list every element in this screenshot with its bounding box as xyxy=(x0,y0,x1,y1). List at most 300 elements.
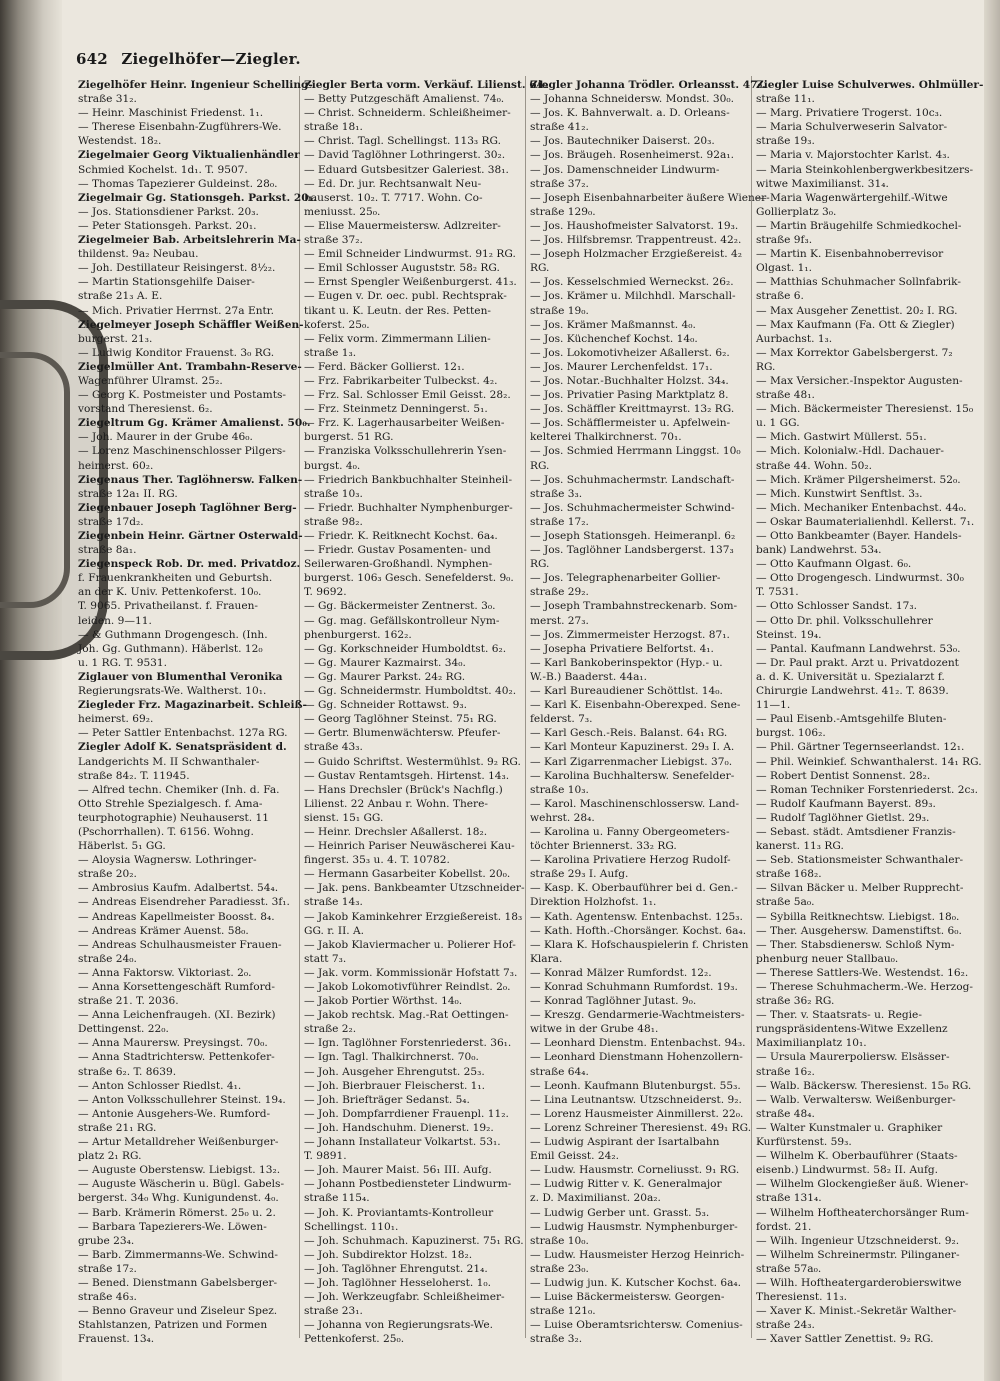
directory-entry xyxy=(756,304,984,318)
entry-line: tikant u. K. Leutn. der Res. Petten- xyxy=(304,304,491,317)
entry-line: Frauenst. 13₄. xyxy=(78,1333,155,1346)
entry-line: Regierungsrats-We. Waltherst. 10₁. xyxy=(78,685,267,698)
entry-line: — Heinr. Drechsler Aßallerst. 18₂. xyxy=(304,825,488,838)
directory-entry xyxy=(530,769,748,797)
entry-line: Ziegelmaier Georg Viktualienhändler xyxy=(78,149,300,162)
entry-line: — Hermann Gasarbeiter Kobellst. 20₀. xyxy=(304,868,511,881)
directory-entry xyxy=(530,684,748,698)
directory-entry xyxy=(304,332,522,360)
directory-entry xyxy=(530,726,748,740)
directory-entry xyxy=(530,374,748,388)
entry-line: — Friedr. Gustav Posamenten- und xyxy=(304,544,491,557)
directory-entry xyxy=(304,219,522,247)
directory-entry xyxy=(530,994,748,1008)
entry-line: — Jos. Damenschneider Lindwurm- xyxy=(530,163,720,176)
entry-line: RG. xyxy=(530,459,550,472)
entry-line: — Jakob Lokomotivführer Reindlst. 2₀. xyxy=(304,981,511,993)
entry-line: — Aloysia Wagnersw. Lothringer- xyxy=(78,854,257,867)
entry-line: Ziegler Luise Schulverwes. Ohlmüller- xyxy=(756,79,984,91)
directory-entry xyxy=(530,233,748,247)
entry-line: straße 6₂. T. 8639. xyxy=(78,1065,177,1078)
directory-entry xyxy=(78,1248,296,1276)
entry-line: (Pschorrhallen). T. 6156. Wohng. xyxy=(78,825,254,838)
directory-entry xyxy=(304,1234,522,1248)
entry-line: — Peter Stationsgeh. Parkst. 20₁. xyxy=(78,219,257,232)
directory-entry xyxy=(530,1093,748,1107)
entry-line: — Wilhelm Schreinermstr. Pilinganer- xyxy=(756,1248,960,1261)
entry-line: Chirurgie Landwehrst. 41₂. T. 8639. xyxy=(756,685,949,698)
directory-entry xyxy=(304,289,522,331)
directory-entry xyxy=(304,1065,522,1079)
directory-entry xyxy=(304,656,522,670)
directory-entry xyxy=(304,134,522,148)
directory-entry xyxy=(304,1177,522,1205)
entry-line: — Barb. Zimmermanns-We. Schwind- xyxy=(78,1248,278,1261)
entry-line: Ziegenaus Ther. Taglöhnersw. Falken- xyxy=(78,473,303,486)
page-number: 642 xyxy=(76,50,108,68)
entry-line: straße 168₂. xyxy=(756,868,822,881)
directory-entry xyxy=(756,275,984,303)
directory-entry xyxy=(756,318,984,346)
directory-entry xyxy=(304,642,522,656)
entry-line: — Jos. Krämer Maßmannst. 4₀. xyxy=(530,318,696,331)
entry-line: fingerst. 35₃ u. 4. T. 10782. xyxy=(304,854,450,867)
directory-entry xyxy=(530,92,748,106)
directory-entry xyxy=(78,1135,296,1163)
entry-line: Maximilianplatz 10₁. xyxy=(756,1037,867,1050)
directory-entry xyxy=(756,1234,984,1248)
directory-entry xyxy=(756,247,984,275)
entry-line: straße 14₃. xyxy=(304,896,363,909)
entry-line: — Jos. Stationsdiener Parkst. 20₃. xyxy=(78,205,259,218)
entry-line: — Anna Stadtrichtersw. Pettenkofer- xyxy=(78,1051,275,1064)
directory-entry xyxy=(530,698,748,726)
page-header xyxy=(76,50,301,68)
entry-line: — Kreszg. Gendarmerie-Wachtmeisters- xyxy=(530,1009,745,1022)
entry-line: — Gustav Rentamtsgeh. Hirtenst. 14₃. xyxy=(304,769,510,782)
entry-line: — Joh. Handschuhm. Dienerst. 19₂. xyxy=(304,1121,494,1134)
directory-entry xyxy=(756,1008,984,1050)
entry-line: — Wilhelm Glockengießer äuß. Wiener- xyxy=(756,1178,969,1191)
entry-line: — Jos. Schuhmachermstr. Landschaft- xyxy=(530,473,735,486)
entry-line: straße 98₂. xyxy=(304,515,363,528)
entry-line: — Jakob Kaminkehrer Erzgießereist. 18₃ xyxy=(304,910,523,923)
entry-line: — Xaver K. Minist.-Sekretär Walther- xyxy=(756,1305,957,1318)
directory-entry xyxy=(304,1248,522,1262)
directory-entry xyxy=(530,1135,748,1163)
directory-entry xyxy=(78,177,296,191)
directory-entry xyxy=(756,599,984,613)
directory-entry xyxy=(530,1008,748,1036)
entry-line: f. Frauenkrankheiten und Geburtsh. xyxy=(78,572,273,585)
entry-line: — Artur Metalldreher Weißenburger- xyxy=(78,1136,279,1149)
entry-line: — Frz. Fabrikarbeiter Tulbeckst. 4₂. xyxy=(304,374,498,387)
directory-entry xyxy=(756,191,984,219)
entry-line: — Gg. Schneidermstr. Humboldtst. 40₂. xyxy=(304,685,517,698)
directory-entry xyxy=(78,473,303,501)
entry-line: — Friedr. Buchhalter Nymphenburger- xyxy=(304,501,513,514)
entry-line: — Dr. Paul prakt. Arzt u. Privatdozent xyxy=(756,656,959,669)
entry-line: straße 10₀. xyxy=(530,1234,589,1247)
directory-entry xyxy=(304,92,522,106)
entry-line: straße 46₃. xyxy=(78,1291,137,1304)
directory-entry xyxy=(78,910,296,924)
entry-line: straße 84₂. T. 11945. xyxy=(78,769,190,782)
entry-line: straße 17₂. xyxy=(530,515,589,528)
entry-line: Olgast. 1₁. xyxy=(756,262,812,275)
entry-line: Pettenkoferst. 25₀. xyxy=(304,1333,405,1346)
directory-entry xyxy=(304,839,522,867)
entry-line: — Josepha Privatiere Belfortst. 4₁. xyxy=(530,642,714,655)
entry-line: Dettingenst. 22₀. xyxy=(78,1023,169,1036)
directory-entry xyxy=(530,134,748,148)
directory-entry xyxy=(304,1318,522,1346)
entry-line: RG. xyxy=(756,360,776,373)
entry-line: — Joseph Eisenbahnarbeiter äußere Wiener- xyxy=(530,191,770,204)
entry-line: straße 29₂. xyxy=(530,586,589,599)
entry-line: T. 9891. xyxy=(304,1150,347,1163)
directory-entry xyxy=(78,895,296,909)
entry-line: — Alfred techn. Chemiker (Inh. d. Fa. xyxy=(78,783,280,796)
entry-line: — Karl Bureaudiener Schöttlst. 14₀. xyxy=(530,685,723,698)
directory-entry xyxy=(530,332,748,346)
directory-entry xyxy=(304,1093,522,1107)
directory-entry xyxy=(530,1079,748,1093)
entry-line: — & Guthmann Drogengesch. (Inh. xyxy=(78,628,268,641)
entry-line: RG. xyxy=(530,262,550,275)
entry-line: — Matthias Schuhmacher Sollnfabrik- xyxy=(756,276,961,289)
directory-entry xyxy=(756,656,984,698)
entry-line: — Ther. Stabsdienersw. Schloß Nym- xyxy=(756,938,955,951)
entry-line: — Silvan Bäcker u. Melber Rupprecht- xyxy=(756,882,964,895)
entry-line: — Anton Volksschullehrer Steinst. 19₄. xyxy=(78,1093,286,1106)
directory-column-1 xyxy=(78,78,317,1346)
entry-line: — Karl K. Eisenbahn-Oberexped. Sene- xyxy=(530,699,741,712)
directory-entry xyxy=(530,966,748,980)
directory-entry xyxy=(530,543,748,571)
entry-line: — Christ. Tagl. Schellingst. 113₃ RG. xyxy=(304,135,501,148)
entry-line: — Anna Korsettengeschäft Rumford- xyxy=(78,981,275,993)
entry-line: RG. xyxy=(530,558,550,571)
entry-line: straße 5a₀. xyxy=(756,896,815,909)
directory-entry xyxy=(304,402,522,416)
entry-line: straße 29₃ I. Aufg. xyxy=(530,868,629,881)
entry-line: — Max Ausgeher Zenettist. 20₂ I. RG. xyxy=(756,304,958,317)
entry-line: fordst. 21. xyxy=(756,1220,812,1233)
entry-line: — Frz. Steinmetz Denningerst. 5₁. xyxy=(304,403,488,416)
entry-line: — Betty Putzgeschäft Amalienst. 74₀. xyxy=(304,93,505,106)
directory-entry xyxy=(78,1304,296,1346)
entry-line: — Karl Gesch.-Reis. Balanst. 64₁ RG. xyxy=(530,727,728,740)
entry-line: — Joseph Holzmacher Erzgießereist. 4₂ xyxy=(530,248,742,261)
entry-line: — Phil. Weinkief. Schwanthalerst. 14₁ RG. xyxy=(756,755,982,768)
entry-line: straße 19₃. xyxy=(756,135,815,148)
entry-line: — Auguste Wäscherin u. Bügl. Gabels- xyxy=(78,1178,285,1191)
entry-line: — Jos. Notar.-Buchhalter Holzst. 34₄. xyxy=(530,374,729,387)
entry-line: — Ambrosius Kaufm. Adalbertst. 54₄. xyxy=(78,882,279,895)
directory-entry xyxy=(78,529,303,557)
entry-line: — Anton Schlosser Riedlst. 4₁. xyxy=(78,1079,242,1092)
directory-entry xyxy=(78,1177,296,1205)
directory-entry xyxy=(78,261,296,275)
entry-line: — Ursula Maurerpoliersw. Elsässer- xyxy=(756,1051,950,1064)
entry-line: — Gg. Schneider Rottawst. 9₃. xyxy=(304,699,467,712)
entry-line: straße 6. xyxy=(756,290,804,303)
directory-entry xyxy=(78,275,296,303)
directory-entry xyxy=(756,881,984,909)
entry-line: — Ludwig Konditor Frauenst. 3₀ RG. xyxy=(78,346,275,359)
entry-line: Direktion Holzhofst. 1₁. xyxy=(530,896,657,909)
entry-line: straße 64₄. xyxy=(530,1065,589,1078)
entry-line: — Rudolf Kaufmann Bayerst. 89₃. xyxy=(756,797,936,810)
entry-line: — Gg. Maurer Kazmairst. 34₀. xyxy=(304,656,466,669)
directory-entry xyxy=(530,1276,748,1290)
entry-line: kelterei Thalkirchnerst. 70₁. xyxy=(530,431,682,444)
directory-entry xyxy=(756,374,984,402)
directory-entry xyxy=(530,642,748,656)
entry-line: straße 17₂. xyxy=(78,1262,137,1275)
entry-line: — Barb. Krämerin Römerst. 25₀ u. 2. xyxy=(78,1206,276,1219)
directory-entry xyxy=(304,1050,522,1064)
entry-line: — Eduard Gutsbesitzer Galeriest. 38₁. xyxy=(304,163,509,176)
entry-line: — Heinrich Pariser Neuwäscherei Kau- xyxy=(304,840,515,853)
entry-line: — Guido Schriftst. Westermühlst. 9₂ RG. xyxy=(304,755,521,768)
entry-line: — Thomas Tapezierer Guldeinst. 28₀. xyxy=(78,177,278,190)
entry-line: — Jos. Zimmermeister Herzogst. 87₁. xyxy=(530,628,730,641)
entry-line: u. 1 RG. T. 9531. xyxy=(78,656,168,669)
entry-line: straße 17d₂. xyxy=(78,515,144,528)
entry-line: — Joh. Maurer in der Grube 46₀. xyxy=(78,431,253,444)
directory-entry xyxy=(304,825,522,839)
entry-line: straße 48₄. xyxy=(756,1107,815,1120)
entry-line: — Wilhelm Hoftheaterchorsänger Rum- xyxy=(756,1206,969,1219)
entry-line: Wagenführer Ulramst. 25₂. xyxy=(78,374,223,387)
entry-line: koferst. 25₀. xyxy=(304,318,370,331)
directory-entry xyxy=(530,755,748,769)
entry-line: — Jos. Schmied Herrmann Linggst. 10₀ xyxy=(530,445,741,458)
directory-entry xyxy=(78,698,307,726)
entry-line: — Joh. Maurer Maist. 56₁ III. Aufg. xyxy=(304,1164,492,1177)
entry-line: — Karolina u. Fanny Obergeometers- xyxy=(530,825,730,838)
directory-entry xyxy=(756,980,984,1008)
directory-entry xyxy=(530,924,748,938)
entry-line: — Felix vorm. Zimmermann Lilien- xyxy=(304,332,491,345)
entry-line: teurphotographie) Neuhauserst. 11 xyxy=(78,811,269,824)
entry-line: — Hans Drechsler (Brück's Nachflg.) xyxy=(304,783,503,796)
entry-line: — Mich. Kunstwirt Senftlst. 3₃. xyxy=(756,487,923,500)
entry-line: — Maria Steinkohlenbergwerkbesitzers- xyxy=(756,163,974,176)
entry-line: töchter Briennerst. 33₂ RG. xyxy=(530,840,677,853)
entry-line: Lilienst. 22 Anbau r. Wohn. There- xyxy=(304,797,488,810)
entry-line: straße 10₃. xyxy=(304,487,363,500)
entry-line: Otto Strehle Spezialgesch. f. Ama- xyxy=(78,797,263,810)
directory-entry xyxy=(756,1121,984,1149)
entry-line: burgerst. 106₃ Gesch. Senefelderst. 9₀. xyxy=(304,572,514,585)
entry-line: Ziegler Adolf K. Senatspräsident d. xyxy=(78,741,287,754)
entry-line: — David Taglöhner Lothringerst. 30₂. xyxy=(304,149,506,162)
entry-line: straße 24₀. xyxy=(78,952,137,965)
column-rule xyxy=(525,76,526,1338)
directory-entry xyxy=(756,910,984,924)
directory-entry xyxy=(530,656,748,684)
entry-line: — Karolina Privatiere Herzog Rudolf- xyxy=(530,854,731,867)
directory-entry xyxy=(304,1262,522,1276)
entry-line: — Therese Sattlers-We. Westendst. 16₂. xyxy=(756,966,969,979)
directory-entry xyxy=(756,797,984,811)
directory-entry xyxy=(304,177,522,219)
directory-entry xyxy=(304,1107,522,1121)
entry-line: straße 37₂. xyxy=(304,234,363,247)
entry-line: — Karol. Maschinenschlossersw. Land- xyxy=(530,797,740,810)
entry-line: straße 11₁. xyxy=(756,93,815,106)
entry-line: — Marg. Privatiere Trogerst. 10c₃. xyxy=(756,107,943,120)
entry-line: heimerst. 60₂. xyxy=(78,459,154,472)
entry-line: — Karl Monteur Kapuzinerst. 29₃ I. A. xyxy=(530,741,735,754)
entry-line: — Jos. Schäfflermeister u. Apfelwein- xyxy=(530,417,731,430)
entry-line: Ziegelmair Gg. Stationsgeh. Parkst. 20₁. xyxy=(78,191,317,204)
page-edge xyxy=(984,0,1000,1381)
entry-line: — Lorenz Maschinenschlosser Pilgers- xyxy=(78,445,286,458)
entry-line: — Joh. Dompfarrdiener Frauenpl. 11₂. xyxy=(304,1107,509,1120)
entry-line: Ziegeltrum Gg. Krämer Amalienst. 50₀. xyxy=(78,417,311,430)
entry-line: — Ludw. Hausmstr. Corneliusst. 9₁ RG. xyxy=(530,1164,740,1177)
entry-line: — Jos. Haushofmeister Salvatorst. 19₃. xyxy=(530,219,739,232)
entry-line: an der K. Univ. Pettenkoferst. 10₀. xyxy=(78,586,262,599)
entry-line: Ziegler Johanna Trödler. Orleansst. 47₀. xyxy=(530,79,766,91)
directory-entry xyxy=(78,1276,296,1304)
directory-entry xyxy=(304,360,522,374)
entry-line: — Pantal. Kaufmann Landwehrst. 53₀. xyxy=(756,642,961,655)
entry-line: Ziegelmeyer Joseph Schäffler Weißen- xyxy=(78,318,304,331)
entry-line: straße 23₀. xyxy=(530,1262,589,1275)
entry-line: — Emil Schlosser Auguststr. 58₂ RG. xyxy=(304,262,500,275)
entry-line: kanerst. 11₃ RG. xyxy=(756,840,844,853)
entry-line: u. 1 GG. xyxy=(756,417,800,430)
entry-line: GG. r. II. A. xyxy=(304,924,365,937)
entry-line: — Jos. K. Bahnverwalt. a. D. Orleans- xyxy=(530,107,730,120)
entry-line: Ziegelmeier Bab. Arbeitslehrerin Ma- xyxy=(78,234,301,247)
entry-line: — Auguste Oberstensw. Liebigst. 13₂. xyxy=(78,1164,281,1177)
directory-entry xyxy=(304,1163,522,1177)
entry-line: meniusst. 25₀. xyxy=(304,205,381,218)
entry-line: Aurbachst. 1₃. xyxy=(756,332,833,345)
entry-line: — Ign. Taglöhner Forstenriederst. 36₁. xyxy=(304,1037,512,1050)
entry-line: straße 21₁ RG. xyxy=(78,1121,157,1134)
directory-entry xyxy=(530,1177,748,1205)
directory-entry xyxy=(530,910,748,924)
directory-entry xyxy=(304,416,522,444)
directory-entry xyxy=(756,811,984,825)
entry-line: — Gg. mag. Gefällskontrolleur Nym- xyxy=(304,614,500,627)
directory-entry xyxy=(756,712,984,740)
directory-entry xyxy=(78,1163,296,1177)
entry-line: — Wilhelm K. Oberbauführer (Staats- xyxy=(756,1150,958,1163)
entry-line: — Otto Drogengesch. Lindwurmst. 30₀ xyxy=(756,572,964,585)
entry-line: — Antonie Ausgehers-We. Rumford- xyxy=(78,1107,271,1120)
entry-line: straße 115₄. xyxy=(304,1192,370,1205)
entry-line: straße 31₂. xyxy=(78,93,137,106)
entry-line: statt 7₃. xyxy=(304,952,347,965)
directory-entry xyxy=(530,1206,748,1220)
directory-entry xyxy=(78,853,296,881)
entry-line: — Georg K. Postmeister und Postamts- xyxy=(78,389,287,402)
entry-line: bank) Landwehrst. 53₄. xyxy=(756,544,882,557)
entry-line: — Ludwig Gerber unt. Grasst. 5₃. xyxy=(530,1206,710,1219)
directory-entry xyxy=(756,642,984,656)
directory-entry xyxy=(304,1135,522,1163)
directory-entry xyxy=(78,148,300,176)
entry-line: straße 37₂. xyxy=(530,177,589,190)
directory-entry xyxy=(530,1290,748,1318)
directory-entry xyxy=(78,783,296,853)
entry-line: T. 9065. Privatheilanst. f. Frauen- xyxy=(78,600,259,613)
entry-line: — Roman Techniker Forstenriederst. 2c₃. xyxy=(756,783,979,796)
directory-entry xyxy=(304,783,522,825)
entry-line: eisenb.) Lindwurmst. 58₂ II. Aufg. xyxy=(756,1164,939,1177)
entry-line: — Ther. v. Staatsrats- u. Regie- xyxy=(756,1009,922,1022)
entry-line: — Mich. Krämer Pilgersheimerst. 52₀. xyxy=(756,473,961,486)
directory-entry xyxy=(78,938,296,966)
entry-line: — Jakob rechtsk. Mag.-Rat Oettingen- xyxy=(304,1009,509,1022)
directory-entry xyxy=(78,881,296,895)
directory-entry xyxy=(756,755,984,769)
directory-entry xyxy=(304,980,522,994)
entry-line: — Benno Graveur und Ziseleur Spez. xyxy=(78,1305,278,1318)
entry-line: Klara. xyxy=(530,952,563,965)
entry-line: — Peter Sattler Entenbachst. 127a RG. xyxy=(78,727,288,740)
entry-line: — Gertr. Blumenwächtersw. Pfeufer- xyxy=(304,727,501,740)
directory-entry xyxy=(78,360,302,388)
entry-line: straße 18₁. xyxy=(304,121,363,134)
directory-entry xyxy=(756,1079,984,1093)
directory-entry xyxy=(304,1290,522,1318)
entry-line: — Johann Installateur Volkartst. 53₁. xyxy=(304,1136,501,1149)
entry-line: straße 129₀. xyxy=(530,205,596,218)
entry-line: straße 3₂. xyxy=(530,1333,583,1346)
directory-entry xyxy=(530,402,748,416)
directory-entry xyxy=(530,740,748,754)
entry-line: — Walb. Bäckersw. Theresienst. 15₀ RG. xyxy=(756,1079,972,1092)
entry-line: — Kath. Agentensw. Entenbachst. 125₃. xyxy=(530,910,743,923)
directory-entry xyxy=(78,501,296,529)
directory-entry xyxy=(78,416,311,430)
entry-line: — Jos. Hilfsbremsr. Trappentreust. 42₂. xyxy=(530,234,742,247)
entry-line: straße 21₃ A. E. xyxy=(78,290,163,303)
entry-line: Ziegelhöfer Heinr. Ingenieur Schelling- xyxy=(78,79,313,91)
directory-entry xyxy=(304,966,522,980)
entry-line: — Luise Oberamtsrichtersw. Comenius- xyxy=(530,1319,743,1332)
entry-line: — Leonh. Kaufmann Blutenburgst. 55₃. xyxy=(530,1079,741,1092)
entry-line: — Sybilla Reitknechtsw. Liebigst. 18₀. xyxy=(756,910,960,923)
entry-line: straße 2₂. xyxy=(304,1023,357,1036)
entry-line: leiden. 9—11. xyxy=(78,614,152,627)
entry-line: — Phil. Gärtner Tegernseerlandst. 12₁. xyxy=(756,741,965,754)
entry-line: straße 21. T. 2036. xyxy=(78,995,179,1008)
entry-line: — Christ. Schneiderm. Schleißheimer- xyxy=(304,107,511,120)
entry-line: Steinst. 19₄. xyxy=(756,628,822,641)
entry-line: Seilerwaren-Großhandl. Nymphen- xyxy=(304,558,493,571)
directory-entry xyxy=(756,501,984,515)
directory-entry xyxy=(530,853,748,881)
directory-column-3 xyxy=(530,78,770,1346)
directory-entry xyxy=(530,1163,748,1177)
entry-line: Landgerichts M. II Schwanthaler- xyxy=(78,755,260,768)
directory-entry xyxy=(304,1121,522,1135)
entry-line: straße 48₁. xyxy=(756,389,815,402)
directory-entry xyxy=(78,628,296,670)
directory-entry xyxy=(756,444,984,472)
entry-line: Ziegleder Frz. Magazinarbeit. Schleiß- xyxy=(78,699,307,712)
